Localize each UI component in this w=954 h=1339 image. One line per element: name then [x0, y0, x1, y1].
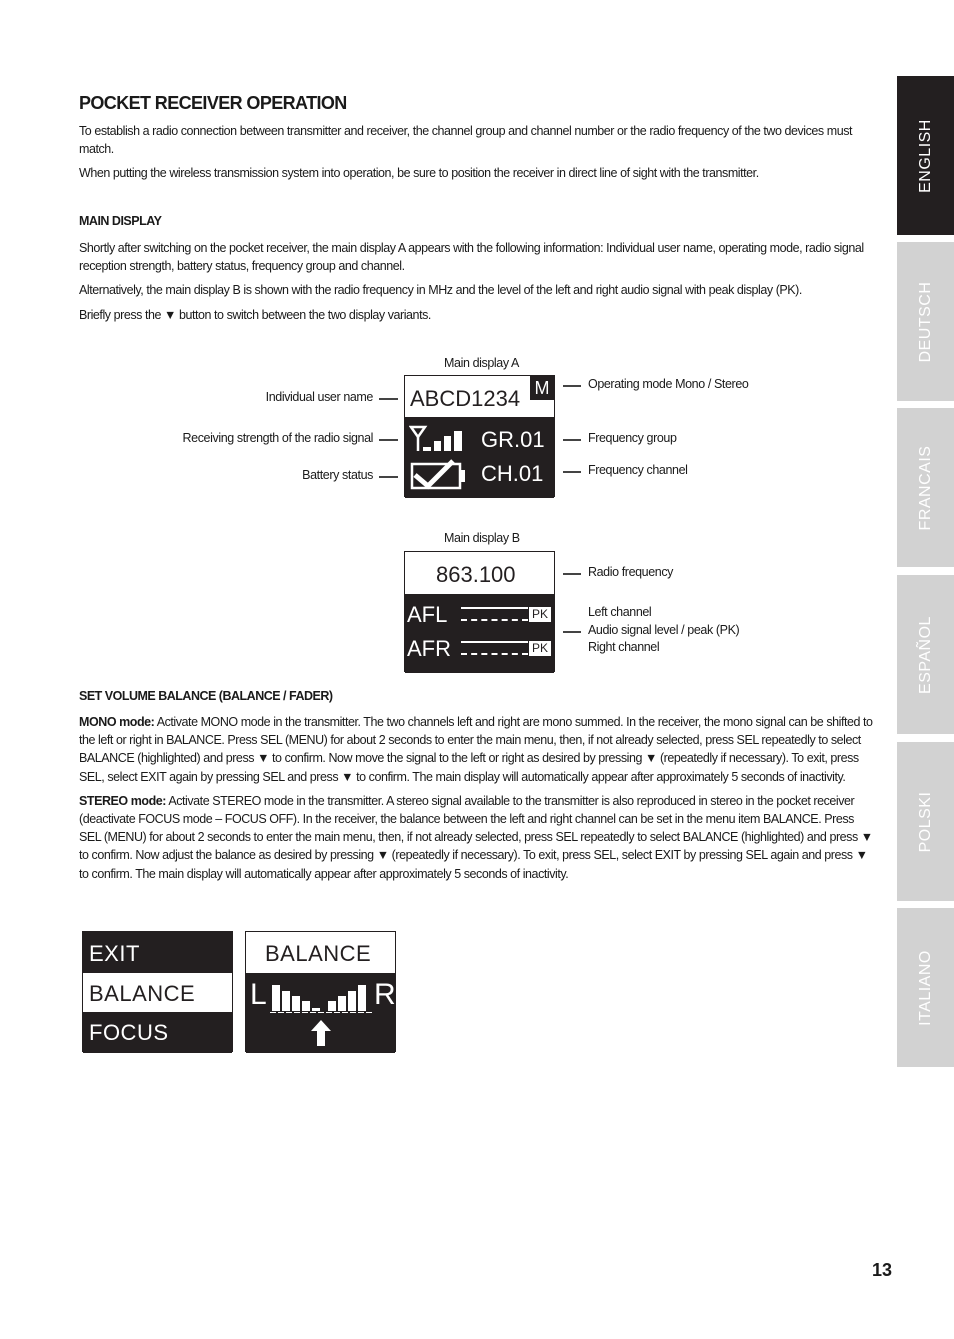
- down-arrow-icon: ▼: [860, 830, 873, 845]
- balance-bars-graphic: [270, 983, 374, 1013]
- battery-check-icon: [409, 459, 469, 491]
- tab-espanol[interactable]: [897, 575, 954, 734]
- label-frequency: Radio frequency: [588, 565, 674, 579]
- label-right-channel: Right channel: [588, 640, 660, 654]
- frequency-row: [405, 552, 554, 594]
- group-value: GR.01: [481, 427, 545, 452]
- label-left-channel: Left channel: [588, 605, 652, 619]
- tab-english[interactable]: [897, 76, 954, 235]
- left-channel-label: AFL: [407, 602, 448, 627]
- leader-line: [379, 398, 398, 400]
- channel-value: CH.01: [481, 461, 544, 486]
- leader-line: [563, 573, 581, 575]
- tab-label: ITALIANO: [916, 949, 934, 1026]
- right-level-bar: [461, 641, 551, 657]
- page-number: 13: [872, 1260, 893, 1280]
- mono-paragraph: [79, 713, 874, 786]
- menu-item-label: FOCUS: [89, 1020, 169, 1045]
- menu-item-balance: [83, 973, 232, 1012]
- text-span: Activate MONO mode in the transmitter. The two channels left and right are mono summed. In the receiver, the mono signal can be shifted to the left or right in BALANCE. Press SEL (MENU) for about 2 seconds to enter the main menu, then, if not already selected, press SEL repeatedly to select BALANCE (highlighted) and press: [79, 715, 873, 766]
- tab-label: DEUTSCH: [916, 281, 934, 362]
- frequency-value: 863.100: [436, 562, 516, 587]
- down-arrow-icon: ▼: [644, 751, 657, 766]
- main-display-paragraph-1: Shortly after switching on the pocket receiver, the main display A appears with the following information: Individual user name, operating mode, radio signal reception strength, battery status, frequency group and channel.: [79, 241, 864, 274]
- tab-label: FRANCAIS: [916, 445, 934, 530]
- level-meter: [461, 641, 528, 655]
- text-span: Activate STEREO mode in the transmitter. A stereo signal available to the transmitter is also reproduced in stereo in the pocket receiver (deactivate FOCUS mode – FOCUS OFF). In the receiver, the balance between the left and right channel can be set in the menu item BALANCE. Press SEL (MENU) for about 2 seconds to enter the main menu, then, if not already selected, press SEL repeatedly to select BALANCE (highlighted) and press: [79, 793, 858, 845]
- display-a-caption: Main display A: [444, 356, 519, 370]
- text-span: to confirm. The main display will automatically appear after approximately 5 seconds of inactivity.: [356, 769, 846, 784]
- balance-heading: SET VOLUME BALANCE (BALANCE / FADER): [79, 689, 333, 703]
- level-meter: [461, 607, 528, 621]
- down-arrow-icon: ▼: [257, 751, 269, 766]
- text-span: (repeatedly if necessary). To exit, press SEL, select EXIT again by pressing SEL and press: [79, 751, 859, 784]
- menu-screen: [82, 931, 233, 1052]
- leader-line: [379, 439, 398, 441]
- menu-item-exit: [83, 932, 232, 973]
- mono-label: MONO mode:: [79, 715, 155, 729]
- leader-line: [563, 631, 581, 633]
- tab-polski[interactable]: [897, 742, 954, 901]
- leader-line: [563, 385, 581, 387]
- down-arrow-icon: ▼: [376, 848, 389, 863]
- status-rows: [405, 417, 554, 498]
- text-span: button to switch between the two display variants.: [178, 307, 431, 322]
- text-span: to confirm. Now adjust the balance as desired by pressing: [79, 848, 374, 863]
- menu-item-label: BALANCE: [89, 981, 196, 1006]
- label-level: Audio signal level / peak (PK): [588, 623, 740, 637]
- intro-paragraph-1: To establish a radio connection between transmitter and receiver, the channel group and channel number or the radio frequency of the two devices must match.: [79, 124, 853, 157]
- arrow-up-icon: [309, 1019, 333, 1047]
- peak-indicator: PK: [529, 607, 551, 622]
- label-signal: Receiving strength of the radio signal: [182, 431, 373, 445]
- mode-indicator: M: [530, 376, 554, 400]
- down-arrow-icon: ▼: [855, 848, 868, 863]
- leader-line: [563, 439, 581, 441]
- main-display-paragraph-2: Alternatively, the main display B is shown with the radio frequency in MHz and the level of the left and right audio signal with peak display (PK).: [79, 283, 802, 298]
- balance-right-label: R: [374, 978, 396, 1011]
- text-span: (repeatedly if necessary). To exit, press SEL, select EXIT by pressing SEL again and press: [391, 848, 853, 863]
- down-arrow-icon: ▼: [164, 307, 176, 322]
- display-a-screen: [404, 375, 555, 497]
- tab-francais[interactable]: [897, 408, 954, 567]
- intro-paragraph-2: When putting the wireless transmission system into operation, be sure to position the receiver in direct line of sight with the transmitter.: [79, 166, 759, 181]
- display-b-caption: Main display B: [444, 531, 520, 545]
- left-level-bar: [461, 607, 551, 623]
- level-rows: [405, 594, 554, 673]
- leader-line: [379, 476, 398, 478]
- text-span: Briefly press the: [79, 307, 161, 322]
- text-span: to confirm. Now move the signal to the left or right as desired by pressing: [272, 751, 642, 766]
- intro-text: [79, 122, 874, 189]
- tab-label: ENGLISH: [916, 118, 934, 193]
- balance-text: [79, 713, 874, 889]
- label-battery: Battery status: [302, 468, 373, 482]
- balance-left-label: L: [250, 978, 267, 1011]
- down-arrow-icon: ▼: [341, 769, 354, 784]
- section-title: POCKET RECEIVER OPERATION: [79, 93, 347, 113]
- main-display-heading: MAIN DISPLAY: [79, 214, 162, 228]
- main-display-text: [79, 239, 874, 330]
- display-b-screen: [404, 551, 555, 672]
- main-display-paragraph-3: [79, 306, 874, 324]
- stereo-paragraph: [79, 792, 874, 883]
- balance-title: BALANCE: [265, 941, 372, 966]
- label-user-name: Individual user name: [265, 390, 373, 404]
- menu-item-label: EXIT: [89, 941, 140, 966]
- right-channel-label: AFR: [407, 636, 451, 661]
- user-name-row: [405, 376, 554, 417]
- antenna-signal-icon: [409, 423, 467, 453]
- tab-deutsch[interactable]: [897, 242, 954, 401]
- text-span: to confirm. The main display will automatically appear after approximately 5 seconds of inactivity.: [79, 866, 569, 881]
- label-channel: Frequency channel: [588, 463, 688, 477]
- tab-label: ESPAÑOL: [916, 615, 934, 694]
- peak-indicator: PK: [529, 641, 551, 656]
- menu-item-focus: [83, 1012, 232, 1053]
- balance-title-row: [246, 932, 395, 973]
- label-group: Frequency group: [588, 431, 677, 445]
- balance-meter-row: [246, 973, 395, 1053]
- stereo-label: STEREO mode:: [79, 793, 166, 808]
- label-mode: Operating mode Mono / Stereo: [588, 377, 749, 391]
- balance-screen: [245, 931, 396, 1052]
- user-name-value: ABCD1234: [410, 386, 521, 411]
- leader-line: [563, 471, 581, 473]
- tab-label: POLSKI: [916, 791, 934, 852]
- tab-italiano[interactable]: [897, 908, 954, 1067]
